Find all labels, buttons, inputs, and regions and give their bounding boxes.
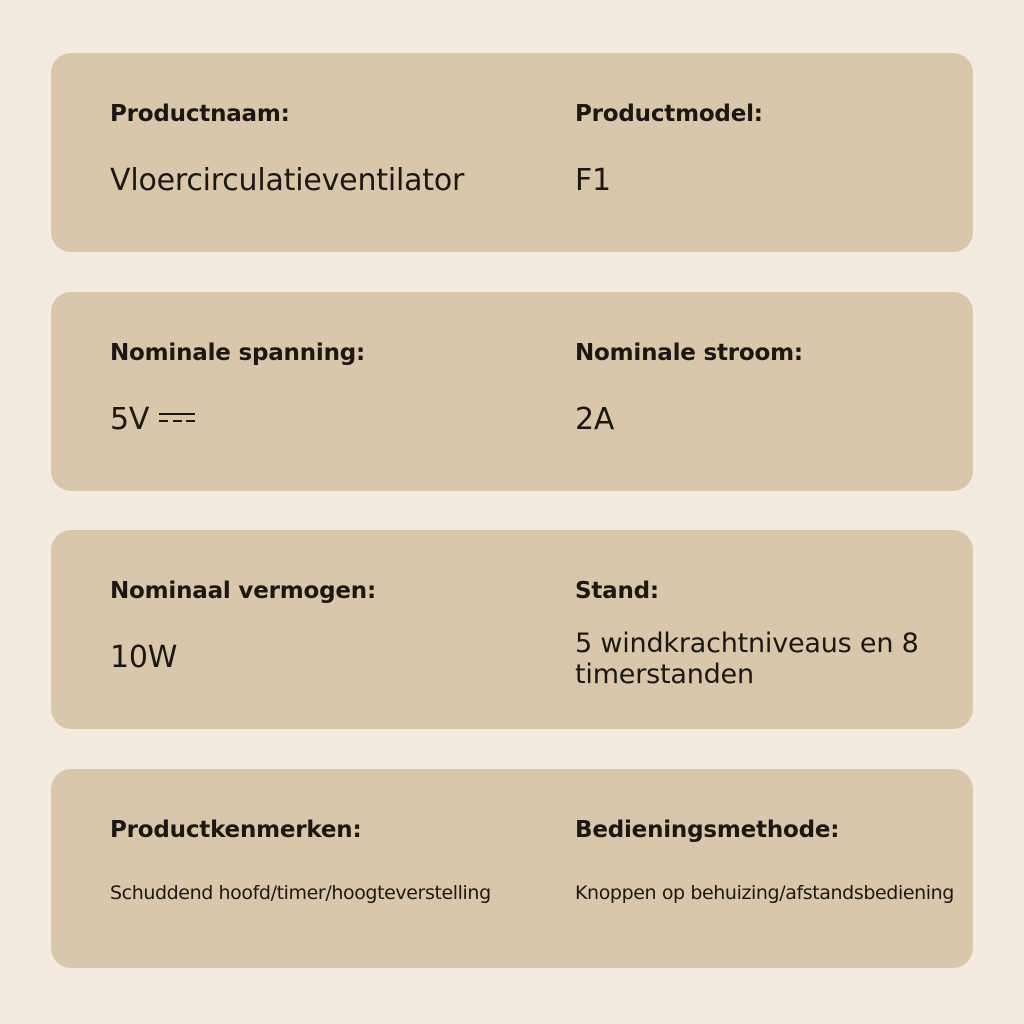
spec-card-name-model (51, 53, 973, 252)
spec-card-voltage-current (51, 292, 973, 491)
spec-card-features-control (51, 769, 973, 968)
spec-value: 2A (575, 402, 615, 437)
spec-label: Nominaal vermogen: (110, 578, 376, 604)
spec-value: 10W (110, 640, 178, 675)
spec-label: Productnaam: (110, 101, 290, 127)
spec-label: Nominale spanning: (110, 340, 366, 366)
spec-label: Productkenmerken: (110, 817, 362, 843)
spec-label: Bedieningsmethode: (575, 817, 840, 843)
spec-label: Nominale stroom: (575, 340, 803, 366)
spec-card-power-mode (51, 530, 973, 729)
spec-value: 5 windkrachtniveaus en 8 timerstanden (575, 628, 919, 690)
spec-value-wrapper (110, 402, 195, 437)
spec-label: Stand: (575, 578, 659, 604)
spec-value: 5V (110, 402, 150, 437)
spec-label: Productmodel: (575, 101, 763, 127)
dc-current-icon (159, 411, 195, 425)
spec-value: F1 (575, 163, 611, 198)
spec-value: Schuddend hoofd/timer/hoogteverstelling (110, 882, 491, 904)
spec-value: Knoppen op behuizing/afstandsbediening (575, 882, 954, 904)
spec-value: Vloercirculatieventilator (110, 163, 465, 198)
